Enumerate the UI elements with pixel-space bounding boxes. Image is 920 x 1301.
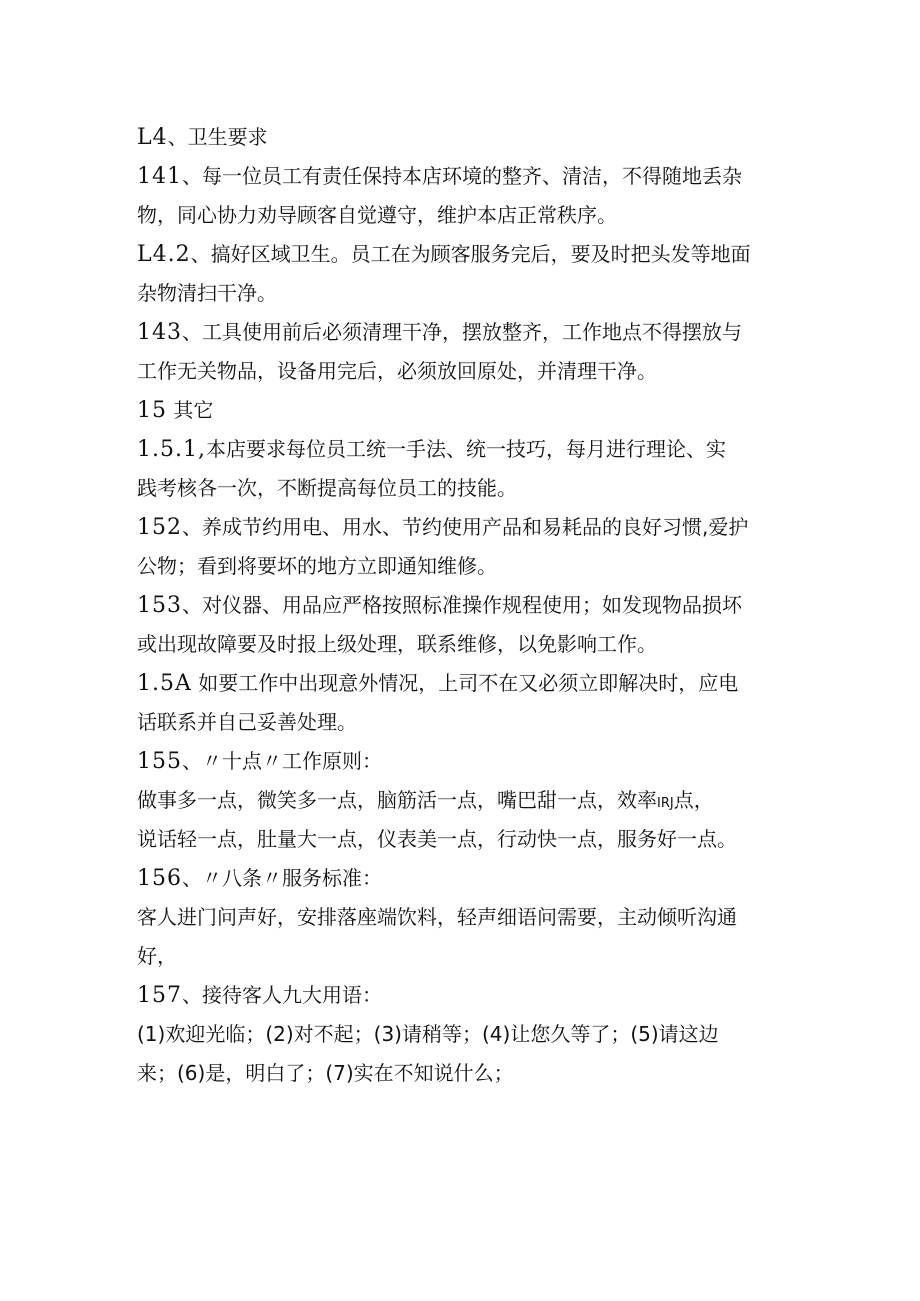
paragraph-number: 141 [137,164,182,189]
paragraph-157-heading [137,976,797,1015]
paragraph-number: L4.2 [137,242,191,267]
paragraph-heading-text: 、〃十点〃工作原则： [182,749,382,773]
paragraph-text: 、对仪器、用品应严格按照标准操作规程使用；如发现物品损坏 [182,593,742,617]
paragraph-number: 1.5.1, [137,437,206,462]
paragraph-157-line-2: 来；(6)是，明白了；(7)实在不知说什么； [137,1061,514,1085]
paragraph-156-line-1: 客人进门问声好，安排落座端饮料，轻声细语问需要，主动倾听沟通 [137,905,737,929]
paragraph-156-heading [137,859,797,898]
document-body [137,118,797,1093]
section-15-heading [137,391,797,430]
paragraph-heading-text: 、〃八条〃服务标准： [182,866,382,890]
paragraph-text: 、搞好区域卫生。员工在为顾客服务完后，要及时把头发等地面 [190,242,751,266]
paragraph-number: 155 [137,749,182,774]
paragraph-142-line-1 [137,235,797,274]
paragraph-154-line-2: 话联系并自己妥善处理。 [137,710,357,734]
paragraph-157-line-1: (1)欢迎光临；(2)对不起；(3)请稍等；(4)让您久等了；(5)请这边 [137,1022,719,1046]
paragraph-text: 做事多一点，微笑多一点，脑筋活一点，嘴巴甜一点，效率 [137,788,657,812]
section-14-heading [137,118,797,157]
ocr-fragment: IRJ [657,796,674,811]
paragraph-151-line-1 [137,430,797,469]
section-title: 其它 [167,398,214,422]
paragraph-number: 156 [137,866,182,891]
paragraph-141-line-1 [137,157,797,196]
paragraph-155-line-1 [137,781,797,820]
paragraph-heading-text: 、接待客人九大用语： [182,983,382,1007]
paragraph-text: 如要工作中出现意外情况，上司不在又必须立即解决时，应电 [191,671,739,695]
paragraph-number: 1.5A [137,671,192,696]
paragraph-text: 本店要求每位员工统一手法、统一技巧，每月进行理论、实 [205,437,726,461]
paragraph-152-line-1 [137,508,797,547]
paragraph-text-tail: 点， [673,788,714,812]
paragraph-155-line-2: 说话轻一点，肚量大一点，仪表美一点，行动快一点，服务好一点。 [137,827,737,851]
paragraph-153-line-2: 或出现故障要及时报上级处理，联系维修，以免影响工作。 [137,632,657,656]
paragraph-153-line-1 [137,586,797,625]
paragraph-number: 153 [137,593,182,618]
paragraph-number: 157 [137,983,182,1008]
paragraph-142-line-2: 杂物清扫干净。 [137,281,277,305]
section-number: 15 [137,398,167,423]
paragraph-number: 143 [137,320,182,345]
paragraph-text: 、每一位员工有责任保持本店环境的整齐、清洁，不得随地丢杂 [182,164,742,188]
paragraph-143-line-1 [137,313,797,352]
paragraph-text: 、养成节约用电、用水、节约使用产品和易耗品的良好习惯,爱护 [182,515,749,539]
paragraph-143-line-2: 工作无关物品，设备用完后，必须放回原处，并清理干净。 [137,359,657,383]
paragraph-text: 、工具使用前后必须清理干净，摆放整齐，工作地点不得摆放与 [182,320,742,344]
paragraph-155-heading [137,742,797,781]
paragraph-156-line-2: 好， [137,944,177,968]
paragraph-141-line-2: 物，同心协力劝导顾客自觉遵守，维护本店正常秩序。 [137,203,617,227]
paragraph-number: 152 [137,515,182,540]
section-title: 、卫生要求 [167,125,268,149]
section-number: L4 [137,125,168,150]
paragraph-151-line-2: 践考核各一次，不断提高每位员工的技能。 [137,476,517,500]
paragraph-154-line-1 [137,664,797,703]
paragraph-152-line-2: 公物；看到将要坏的地方立即通知维修。 [137,554,497,578]
